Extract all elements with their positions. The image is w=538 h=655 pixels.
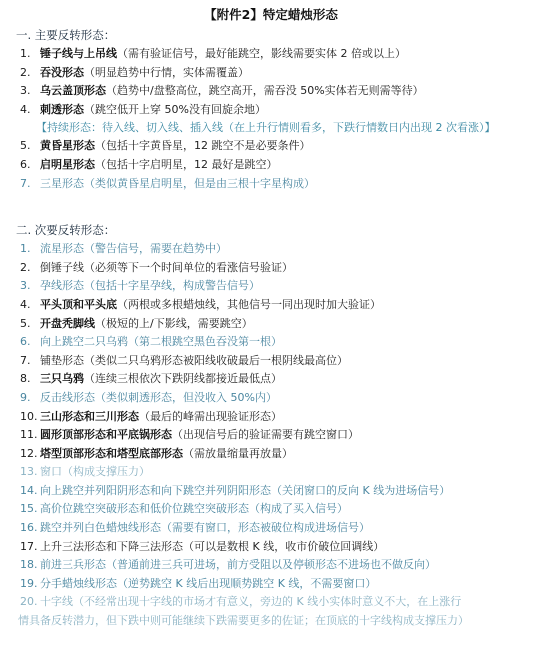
list-item: 5. 开盘秃脚线（极短的上/下影线，需要跳空）: [20, 316, 253, 330]
primary-reversal-list-continued: [14, 137, 528, 193]
list-item: 2. 吞没形态（明显趋势中行情，实体需覆盖）: [20, 65, 249, 79]
section-spacer: [14, 193, 528, 221]
list-item: 6. 向上跳空二只乌鸦（第二根跳空黑色吞没第一根）: [20, 335, 282, 349]
list-item: 14. 向上跳空并列阳阴形态和向下跳空并列阴阳形态（关闭窗口的反向 K 线为进场信号）: [20, 483, 451, 497]
section-heading-primary: 一. 主要反转形态：: [16, 28, 116, 42]
list-item: 2. 倒锤子线（必须等下一个时间单位的看涨信号验证）: [20, 260, 293, 274]
list-item: 3. 乌云盖顶形态（趋势中/盘整高位，跳空高开，需吞没 50%实体若无则需等待）: [20, 84, 424, 98]
list-item: 3. 孕线形态（包括十字星孕线，构成警告信号）: [20, 279, 260, 293]
list-item: 1. 锤子线与上吊线（需有验证信号，最好能跳空，影线需要实体 2 倍或以上）: [20, 47, 406, 60]
list-item: 19. 分手蜡烛线形态（逆势跳空 K 线后出现顺势跳空 K 线，不需要窗口）: [20, 576, 377, 590]
list-item: 13. 窗口（构成支撑压力）: [20, 465, 150, 479]
list-item: 1. 流星形态（警告信号，需要在趋势中）: [20, 242, 227, 256]
list-item: 9. 反击线形态（类似刺透形态，但没收入 50%内）: [20, 390, 277, 404]
section-heading-secondary: 二. 次要反转形态：: [16, 223, 116, 238]
list-item: 17. 上升三法形态和下降三法形态（可以是数根 K 线，收市价破位回调线）: [20, 539, 385, 553]
primary-reversal-list: [14, 45, 528, 119]
list-item: 4. 刺透形态（跳空低开上穿 50%没有回旋余地）: [20, 102, 266, 116]
list-item: 6. 启明星形态（包括十字启明星，12 最好是跳空）: [20, 157, 278, 171]
list-item: 18. 前进三兵形态（普通前进三兵可进场，前方受阻以及停顿形态不进场也不做反向）: [20, 558, 436, 572]
list-item: 4. 平头顶和平头底（两根或多根蜡烛线，其他信号一同出现时加大验证）: [20, 297, 381, 311]
secondary-reversal-list: [14, 240, 528, 612]
list-item: 7. 铺垫形态（类似二只乌鸦形态被阳线收破最后一根阴线最高位）: [20, 353, 348, 367]
continuation-note: 【持续形态：待入线、切入线、插入线（在上升行情则看多，下跌行情数日内出现 2 次看涨）】: [36, 121, 496, 135]
list-item-continuation: 情具备反转潜力，但下跌中则可能继续下跌需要更多的佐证；在顶底的十字线构成支撑压力）: [18, 614, 469, 628]
list-item: 12. 塔型顶部形态和塔型底部形态（需放量缩量再放量）: [20, 446, 293, 460]
list-item: 20. 十字线（不经常出现十字线的市场才有意义，旁边的 K 线小实体时意义不大，在上涨行: [20, 595, 462, 609]
list-item: 7. 三星形态（类似黄昏星启明星，但是由三根十字星构成）: [20, 176, 315, 190]
list-item: 11. 圆形顶部形态和平底锅形态（出现信号后的验证需要有跳空窗口）: [20, 428, 359, 442]
list-item: 8. 三只乌鸦（连续三根依次下跌阴线都接近最低点）: [20, 372, 282, 386]
list-item: 16. 跳空并列白色蜡烛线形态（需要有窗口，形态被破位构成进场信号）: [20, 521, 370, 535]
document-title: 【附件2】特定蜡烛形态: [204, 7, 338, 22]
list-item: 15. 高价位跳空突破形态和低价位跳空突破形态（构成了买入信号）: [20, 502, 348, 516]
list-item: 10. 三山形态和三川形态（最后的峰需出现验证形态）: [20, 409, 282, 423]
list-item: 5. 黄昏星形态（包括十字黄昏星，12 跳空不是必要条件）: [20, 139, 311, 153]
